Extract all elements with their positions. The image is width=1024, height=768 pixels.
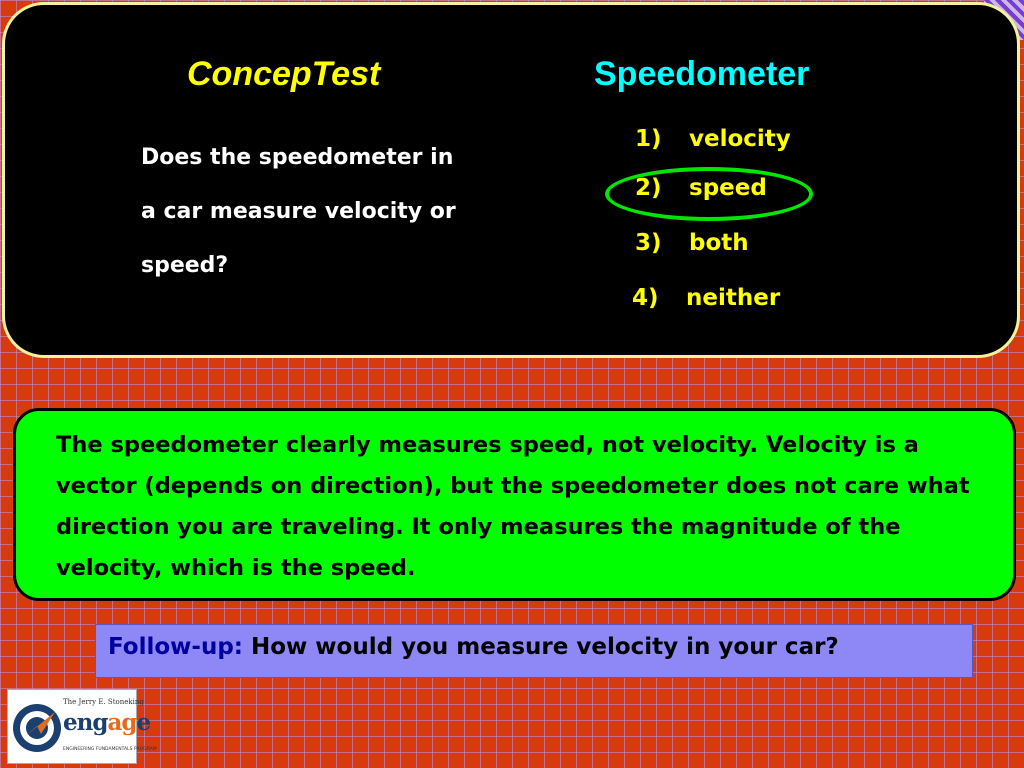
logo-tagline: ENGINEERING FUNDAMENTALS PROGRAM	[63, 747, 157, 752]
followup-question: How would you measure velocity in your car?	[251, 634, 839, 660]
target-arrow-icon	[11, 696, 63, 756]
option-3	[635, 230, 749, 256]
logo-subtitle: The Jerry E. Stoneking	[63, 698, 144, 706]
option-4	[632, 285, 780, 311]
question-panel	[2, 2, 1020, 358]
followup-text	[108, 634, 839, 660]
option-number: 1)	[635, 126, 662, 152]
logo-wordmark	[63, 709, 150, 736]
option-label: speed	[689, 175, 767, 201]
topic-title: Speedometer	[594, 55, 810, 93]
option-number: 4)	[632, 285, 659, 311]
option-number: 2)	[635, 175, 662, 201]
option-label: velocity	[689, 126, 791, 152]
correct-answer-circle	[605, 167, 813, 221]
option-label: both	[689, 230, 749, 256]
question-text: Does the speedometer in a car measure velocity or speed?	[141, 145, 456, 278]
option-number: 3)	[635, 230, 662, 256]
explanation-text: The speedometer clearly measures speed, not velocity. Velocity is a vector (depends on direction), but the speedometer does not care what direction you are traveling. It only measures the magnitude of the velocity, which is the speed.	[56, 432, 970, 581]
logo-word-start: eng	[63, 709, 108, 736]
conceptest-title: ConcepTest	[187, 55, 381, 93]
engage-logo	[7, 689, 157, 764]
logo-word-mid: ag	[107, 709, 137, 736]
option-1	[635, 126, 791, 152]
option-label: neither	[686, 285, 781, 311]
followup-bar	[95, 624, 973, 678]
logo-word-end: e	[136, 709, 151, 736]
followup-label: Follow-up:	[108, 634, 243, 660]
explanation-panel	[13, 408, 1016, 601]
